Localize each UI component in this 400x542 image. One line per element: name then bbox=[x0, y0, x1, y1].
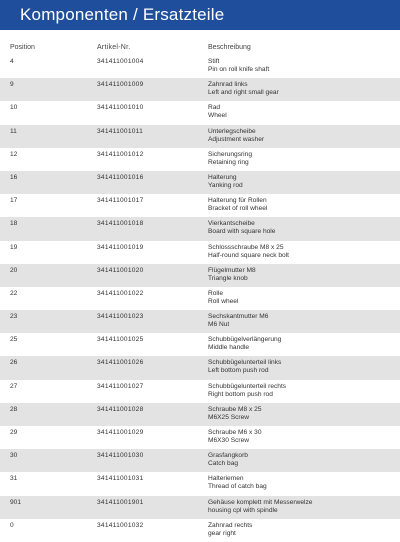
column-header-position: Position bbox=[10, 44, 35, 51]
table-row bbox=[0, 310, 400, 333]
article-number-cell: 341411001011 bbox=[97, 127, 144, 135]
table-row bbox=[0, 496, 400, 519]
description-english: Half-round square neck bolt bbox=[208, 251, 290, 259]
position-cell: 20 bbox=[10, 266, 18, 274]
description-german: Rad bbox=[208, 104, 221, 112]
description-english: gear right bbox=[208, 529, 236, 537]
description-english: Adjustment washer bbox=[208, 135, 265, 143]
position-cell: 23 bbox=[10, 313, 18, 321]
article-number-cell: 341411001025 bbox=[97, 336, 144, 344]
description-german: Zahnrad rechts bbox=[208, 521, 253, 529]
position-cell: 17 bbox=[10, 197, 18, 205]
description-english: Pin on roll knife shaft bbox=[208, 66, 270, 73]
description-german: Rolle bbox=[208, 289, 224, 297]
description-cell bbox=[208, 499, 312, 515]
description-cell bbox=[208, 58, 269, 74]
description-english: Board with square hole bbox=[208, 228, 276, 236]
position-cell: 10 bbox=[10, 104, 18, 112]
column-header-description: Beschreibung bbox=[208, 44, 251, 51]
description-german: Sechskantmutter M6 bbox=[208, 313, 269, 321]
description-german: Vierkantscheibe bbox=[208, 220, 255, 228]
description-english: M6 Nut bbox=[208, 321, 230, 329]
table-row bbox=[0, 241, 400, 264]
description-english: M6X30 Screw bbox=[208, 437, 250, 444]
position-cell: 27 bbox=[10, 382, 18, 390]
article-number-cell: 341411001030 bbox=[97, 452, 144, 460]
article-number-cell: 341411001027 bbox=[97, 382, 144, 390]
article-number-cell: 341411001012 bbox=[97, 150, 144, 158]
description-german: Stift bbox=[208, 58, 220, 65]
description-cell bbox=[208, 128, 264, 144]
description-german: Schraube M6 x 30 bbox=[208, 429, 262, 436]
table-row bbox=[0, 101, 400, 124]
description-german: Halterung bbox=[208, 173, 237, 181]
position-cell: 18 bbox=[10, 220, 18, 228]
table-row bbox=[0, 194, 400, 217]
position-cell: 4 bbox=[10, 58, 14, 65]
description-cell bbox=[208, 104, 227, 120]
table-row bbox=[0, 472, 400, 495]
position-cell: 22 bbox=[10, 289, 18, 297]
table-row bbox=[0, 217, 400, 240]
description-german: Schubbügelverlängerung bbox=[208, 336, 282, 344]
parts-table bbox=[0, 41, 400, 542]
article-number-cell: 341411001028 bbox=[97, 405, 144, 413]
description-cell bbox=[208, 81, 279, 97]
position-cell: 0 bbox=[10, 521, 14, 529]
description-cell bbox=[208, 151, 252, 167]
table-row bbox=[0, 55, 400, 78]
position-cell: 11 bbox=[10, 127, 17, 135]
position-cell: 901 bbox=[10, 498, 22, 506]
description-german: Schubbügelunterteil rechts bbox=[208, 382, 287, 390]
description-english: Bracket of roll wheel bbox=[208, 205, 268, 213]
description-cell bbox=[208, 290, 238, 306]
description-cell bbox=[208, 452, 248, 468]
table-header bbox=[0, 41, 400, 55]
table-row bbox=[0, 148, 400, 171]
description-cell bbox=[208, 336, 281, 352]
article-number-cell: 341411001032 bbox=[97, 521, 144, 529]
article-number-cell: 341411001010 bbox=[97, 104, 144, 112]
description-german: Schraube M8 x 25 bbox=[208, 405, 262, 413]
description-english: Catch bag bbox=[208, 460, 239, 468]
description-english: M6X25 Screw bbox=[208, 413, 250, 421]
description-english: Wheel bbox=[208, 112, 227, 120]
description-english: Retaining ring bbox=[208, 158, 249, 166]
table-row bbox=[0, 403, 400, 426]
article-number-cell: 341411001009 bbox=[97, 81, 144, 89]
table-row bbox=[0, 333, 400, 356]
description-cell bbox=[208, 522, 252, 538]
description-german: Schubbügelunterteil links bbox=[208, 359, 282, 367]
table-row bbox=[0, 380, 400, 403]
description-german: Halterung für Rollen bbox=[208, 197, 267, 205]
article-number-cell: 341411001022 bbox=[97, 289, 144, 297]
description-german: Halteriemen bbox=[208, 475, 244, 483]
position-cell: 29 bbox=[10, 429, 18, 436]
column-header-article: Artikel-Nr. bbox=[97, 44, 131, 51]
description-german: Zahnrad links bbox=[208, 81, 248, 89]
description-cell bbox=[208, 174, 243, 190]
table-row bbox=[0, 426, 400, 449]
position-cell: 19 bbox=[10, 243, 18, 251]
article-number-cell: 341411001016 bbox=[97, 173, 144, 181]
table-row bbox=[0, 78, 400, 101]
table-row bbox=[0, 125, 400, 148]
description-german: Schlossschraube M8 x 25 bbox=[208, 243, 284, 251]
description-german: Gehäuse komplett mit Messerwelze bbox=[208, 498, 313, 506]
description-english: Triangle knob bbox=[208, 274, 248, 282]
table-row bbox=[0, 287, 400, 310]
position-cell: 9 bbox=[10, 81, 14, 89]
position-cell: 16 bbox=[10, 173, 18, 181]
position-cell: 31 bbox=[10, 475, 18, 483]
position-cell: 28 bbox=[10, 405, 18, 413]
description-cell bbox=[208, 267, 256, 283]
description-english: Roll wheel bbox=[208, 297, 239, 305]
description-english: Left bottom push rod bbox=[208, 367, 269, 375]
description-cell bbox=[208, 197, 267, 213]
description-cell bbox=[208, 406, 262, 422]
position-cell: 26 bbox=[10, 359, 18, 367]
description-german: Flügelmutter M8 bbox=[208, 266, 256, 274]
article-number-cell: 341411001026 bbox=[97, 359, 144, 367]
position-cell: 25 bbox=[10, 336, 18, 344]
article-number-cell: 341411001023 bbox=[97, 313, 144, 321]
description-cell bbox=[208, 359, 281, 375]
position-cell: 12 bbox=[10, 150, 18, 158]
description-english: Yanking rod bbox=[208, 181, 243, 189]
page-title: Komponenten / Ersatzteile bbox=[0, 0, 400, 30]
description-english: Right bottom push rod bbox=[208, 390, 273, 398]
description-english: Thread of catch bag bbox=[208, 483, 267, 491]
description-english: housing cpl with spindle bbox=[208, 506, 278, 514]
table-row bbox=[0, 519, 400, 542]
description-cell bbox=[208, 475, 267, 491]
description-cell bbox=[208, 383, 286, 399]
table-row bbox=[0, 449, 400, 472]
description-cell bbox=[208, 244, 289, 260]
article-number-cell: 341411001020 bbox=[97, 266, 144, 274]
table-row bbox=[0, 171, 400, 194]
article-number-cell: 341411001004 bbox=[97, 58, 144, 65]
article-number-cell: 341411001019 bbox=[97, 243, 144, 251]
description-cell bbox=[208, 220, 275, 236]
description-english: Middle handle bbox=[208, 344, 250, 352]
article-number-cell: 341411001018 bbox=[97, 220, 144, 228]
article-number-cell: 341411001031 bbox=[97, 475, 144, 483]
description-german: Grasfangkorb bbox=[208, 452, 248, 460]
article-number-cell: 341411001029 bbox=[97, 429, 144, 436]
description-cell bbox=[208, 429, 262, 445]
description-german: Unterlegscheibe bbox=[208, 127, 256, 135]
article-number-cell: 341411001901 bbox=[97, 498, 144, 506]
description-cell bbox=[208, 313, 268, 329]
article-number-cell: 341411001017 bbox=[97, 197, 144, 205]
description-english: Left and right small gear bbox=[208, 89, 279, 97]
description-german: Sicherungsring bbox=[208, 150, 252, 158]
table-row bbox=[0, 264, 400, 287]
table-row bbox=[0, 356, 400, 379]
position-cell: 30 bbox=[10, 452, 18, 460]
